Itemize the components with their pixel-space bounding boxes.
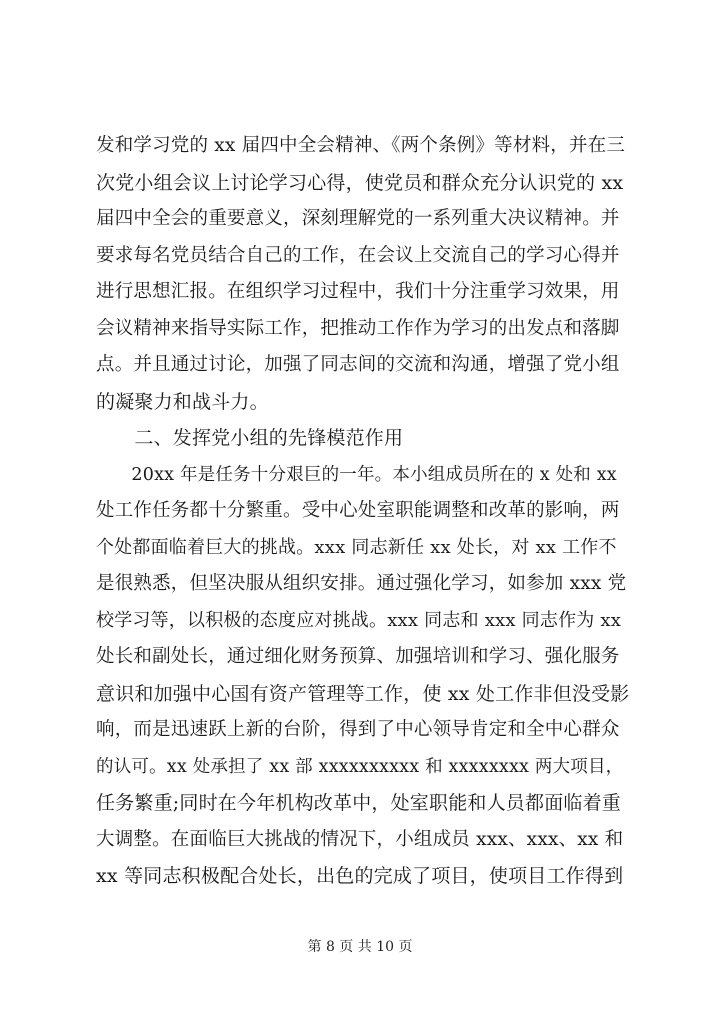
body-text-line: 20xx 年是任务十分艰巨的一年。本小组成员所在的 x 处和 xx xyxy=(96,465,617,485)
body-text-line: 大调整。在面临巨大挑战的情况下，小组成员 xxx、xxx、xx 和 xyxy=(96,829,624,850)
body-text-line: 处工作任务都十分繁重。受中心处室职能调整和改革的影响，两 xyxy=(96,500,620,521)
section-heading: 二、发挥党小组的先锋模范作用 xyxy=(96,427,404,449)
body-text-line: 处长和副处长，通过细化财务预算、加强培训和学习、强化服务 xyxy=(96,646,620,667)
body-text-line: 次党小组会议上讨论学习心得，使党员和群众充分认识党的 xx xyxy=(96,172,624,194)
body-text-line: 校学习等，以积极的态度应对挑战。xxx 同志和 xxx 同志作为 xx xyxy=(96,610,622,631)
body-text-line: 进行思想汇报。在组织学习过程中，我们十分注重学习效果，用 xyxy=(96,281,620,302)
body-text-line: 会议精神来指导实际工作，把推动工作作为学习的出发点和落脚 xyxy=(96,318,620,339)
body-text-line: 发和学习党的 xx 届四中全会精神、《两个条例》等材料，并在三 xyxy=(96,135,626,156)
body-text-line: 响，而是迅速跃上新的台阶，得到了中心领导肯定和全中心群众 xyxy=(96,719,620,740)
body-text-line: xx 等同志积极配合处长，出色的完成了项目，使项目工作得到 xyxy=(96,865,624,887)
body-text-line: 意识和加强中心国有资产管理等工作，使 xx 处工作非但没受影 xyxy=(96,683,630,705)
body-text-line: 是很熟悉，但坚决服从组织安排。通过强化学习，如参加 xxx 党 xyxy=(96,573,627,594)
body-text-line: 届四中全会的重要意义，深刻理解党的一系列重大决议精神。并 xyxy=(96,208,620,229)
body-text-line: 的认可。xx 处承担了 xx 部 xxxxxxxxxx 和 xxxxxxxx 两大项目， xyxy=(96,757,624,777)
body-text-line: 个处都面临着巨大的挑战。xxx 同志新任 xx 处长，对 xx 工作不 xyxy=(96,537,617,558)
body-text-line: 任务繁重;同时在今年机构改革中，处室职能和人员都面临着重 xyxy=(96,792,622,814)
body-text-line: 点。并且通过讨论，加强了同志间的交流和沟通，增强了党小组 xyxy=(96,354,620,375)
body-text-line: 要求每名党员结合自己的工作，在会议上交流自己的学习心得并 xyxy=(96,245,620,266)
page-number-footer: 第 8 页 共 10 页 xyxy=(307,939,413,955)
body-text-line: 的凝聚力和战斗力。 xyxy=(96,391,269,413)
